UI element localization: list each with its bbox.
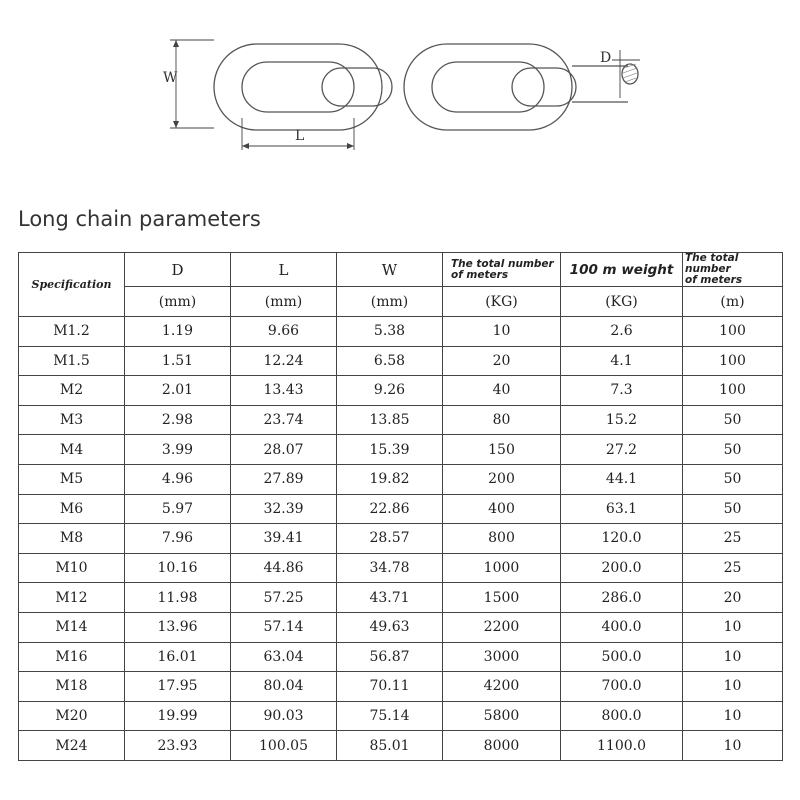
table-cell: 700.0 (561, 672, 683, 702)
table-cell: 1000 (443, 553, 561, 583)
table-cell: 1100.0 (561, 731, 683, 761)
table-cell: 80.04 (231, 672, 337, 702)
table-cell: 13.43 (231, 376, 337, 406)
table-cell: 20 (683, 583, 783, 613)
table-row (19, 701, 783, 731)
table-cell: 44.1 (561, 464, 683, 494)
header-w: W (337, 253, 443, 287)
table-cell: 50 (683, 435, 783, 465)
table-row (19, 435, 783, 465)
table-cell: 32.39 (231, 494, 337, 524)
table-cell: 23.74 (231, 405, 337, 435)
table-cell: 5.97 (125, 494, 231, 524)
table-cell: 15.39 (337, 435, 443, 465)
header-total-weight-line1: The total number (451, 257, 554, 270)
table-cell: 8000 (443, 731, 561, 761)
chain-diagram (0, 0, 800, 170)
table-row (19, 317, 783, 347)
table-row (19, 642, 783, 672)
table-cell: 20 (443, 346, 561, 376)
table-cell: 200.0 (561, 553, 683, 583)
spec-cell: M5 (19, 464, 125, 494)
spec-cell: M24 (19, 731, 125, 761)
table-cell: 10 (683, 701, 783, 731)
chain-link-3-inner (432, 62, 544, 112)
table-cell: 100 (683, 376, 783, 406)
table-cell: 16.01 (125, 642, 231, 672)
table-cell: 5.38 (337, 317, 443, 347)
unit-cell: (m) (683, 287, 783, 317)
table-cell: 400 (443, 494, 561, 524)
table-cell: 22.86 (337, 494, 443, 524)
unit-cell: (mm) (231, 287, 337, 317)
spec-cell: M3 (19, 405, 125, 435)
table-cell: 2.01 (125, 376, 231, 406)
header-l: L (231, 253, 337, 287)
table-cell: 50 (683, 464, 783, 494)
table-cell: 85.01 (337, 731, 443, 761)
table-cell: 10 (683, 672, 783, 702)
unit-cell: (mm) (125, 287, 231, 317)
table-cell: 800.0 (561, 701, 683, 731)
header-d: D (125, 253, 231, 287)
table-unit-row (19, 287, 783, 317)
table-cell: 34.78 (337, 553, 443, 583)
table-cell: 27.2 (561, 435, 683, 465)
spec-cell: M18 (19, 672, 125, 702)
table-cell: 3.99 (125, 435, 231, 465)
table-cell: 4.96 (125, 464, 231, 494)
table-cell: 28.07 (231, 435, 337, 465)
table-row (19, 346, 783, 376)
table-row (19, 672, 783, 702)
header-total-weight (443, 253, 561, 287)
header-100m-weight: 100 m weight (561, 253, 683, 287)
table-cell: 400.0 (561, 612, 683, 642)
spec-cell: M12 (19, 583, 125, 613)
table-cell: 1.51 (125, 346, 231, 376)
table-cell: 12.24 (231, 346, 337, 376)
table-cell: 10 (443, 317, 561, 347)
table-cell: 4.1 (561, 346, 683, 376)
dim-label-l: L (295, 128, 305, 144)
table-row (19, 464, 783, 494)
table-cell: 17.95 (125, 672, 231, 702)
table-cell: 800 (443, 524, 561, 554)
table-cell: 28.57 (337, 524, 443, 554)
table-cell: 27.89 (231, 464, 337, 494)
spec-cell: M16 (19, 642, 125, 672)
table-row (19, 494, 783, 524)
table-cell: 3000 (443, 642, 561, 672)
table-cell: 19.99 (125, 701, 231, 731)
table-cell: 100 (683, 346, 783, 376)
page-title: Long chain parameters (18, 207, 261, 231)
table-row (19, 583, 783, 613)
table-cell: 7.96 (125, 524, 231, 554)
table-cell: 70.11 (337, 672, 443, 702)
table-cell: 120.0 (561, 524, 683, 554)
table-cell: 57.14 (231, 612, 337, 642)
table-cell: 25 (683, 524, 783, 554)
table-cell: 9.26 (337, 376, 443, 406)
table-cell: 10.16 (125, 553, 231, 583)
chain-wire-cross-section (622, 64, 638, 84)
table-row (19, 612, 783, 642)
table-cell: 2.98 (125, 405, 231, 435)
header-specification: Specification (19, 253, 125, 317)
table-cell: 43.71 (337, 583, 443, 613)
table-cell: 7.3 (561, 376, 683, 406)
spec-cell: M1.5 (19, 346, 125, 376)
spec-cell: M1.2 (19, 317, 125, 347)
table-cell: 50 (683, 494, 783, 524)
spec-cell: M2 (19, 376, 125, 406)
table-cell: 13.96 (125, 612, 231, 642)
table-row (19, 524, 783, 554)
table-cell: 50 (683, 405, 783, 435)
spec-cell: M14 (19, 612, 125, 642)
header-total-meters-line1: The total number (685, 252, 739, 275)
table-cell: 150 (443, 435, 561, 465)
spec-cell: M20 (19, 701, 125, 731)
table-cell: 39.41 (231, 524, 337, 554)
table-cell: 100.05 (231, 731, 337, 761)
table-cell: 40 (443, 376, 561, 406)
table-cell: 9.66 (231, 317, 337, 347)
unit-cell: (mm) (337, 287, 443, 317)
spec-cell: M10 (19, 553, 125, 583)
table-cell: 90.03 (231, 701, 337, 731)
header-total-weight-line2: of meters (451, 268, 509, 281)
table-cell: 44.86 (231, 553, 337, 583)
table-cell: 10 (683, 731, 783, 761)
chain-link-3-outer (404, 44, 572, 130)
table-cell: 49.63 (337, 612, 443, 642)
table-cell: 500.0 (561, 642, 683, 672)
table-cell: 13.85 (337, 405, 443, 435)
header-total-meters (683, 253, 783, 287)
header-total-meters-line2: of meters (685, 274, 743, 286)
table-cell: 57.25 (231, 583, 337, 613)
table-row (19, 553, 783, 583)
spec-cell: M6 (19, 494, 125, 524)
chain-link-1-inner (242, 62, 354, 112)
table-cell: 200 (443, 464, 561, 494)
unit-cell: (KG) (443, 287, 561, 317)
table-row (19, 405, 783, 435)
table-cell: 63.04 (231, 642, 337, 672)
table-body (19, 317, 783, 761)
table-cell: 63.1 (561, 494, 683, 524)
table-row (19, 731, 783, 761)
table-cell: 25 (683, 553, 783, 583)
table-cell: 1500 (443, 583, 561, 613)
table-cell: 11.98 (125, 583, 231, 613)
table-cell: 1.19 (125, 317, 231, 347)
dim-label-w: W (163, 70, 178, 86)
table-cell: 2.6 (561, 317, 683, 347)
table-cell: 19.82 (337, 464, 443, 494)
table-cell: 10 (683, 642, 783, 672)
spec-cell: M4 (19, 435, 125, 465)
chain-link-1-outer (214, 44, 382, 130)
table-cell: 286.0 (561, 583, 683, 613)
table-cell: 80 (443, 405, 561, 435)
dim-label-d: D (600, 50, 612, 66)
table-cell: 15.2 (561, 405, 683, 435)
table-cell: 10 (683, 612, 783, 642)
table-cell: 56.87 (337, 642, 443, 672)
table-cell: 75.14 (337, 701, 443, 731)
table-header-row (19, 253, 783, 287)
table-cell: 4200 (443, 672, 561, 702)
table-row (19, 376, 783, 406)
chain-parameters-table (18, 252, 783, 761)
spec-cell: M8 (19, 524, 125, 554)
unit-cell: (KG) (561, 287, 683, 317)
table-cell: 100 (683, 317, 783, 347)
table-cell: 23.93 (125, 731, 231, 761)
table-cell: 6.58 (337, 346, 443, 376)
table-cell: 5800 (443, 701, 561, 731)
table-cell: 2200 (443, 612, 561, 642)
